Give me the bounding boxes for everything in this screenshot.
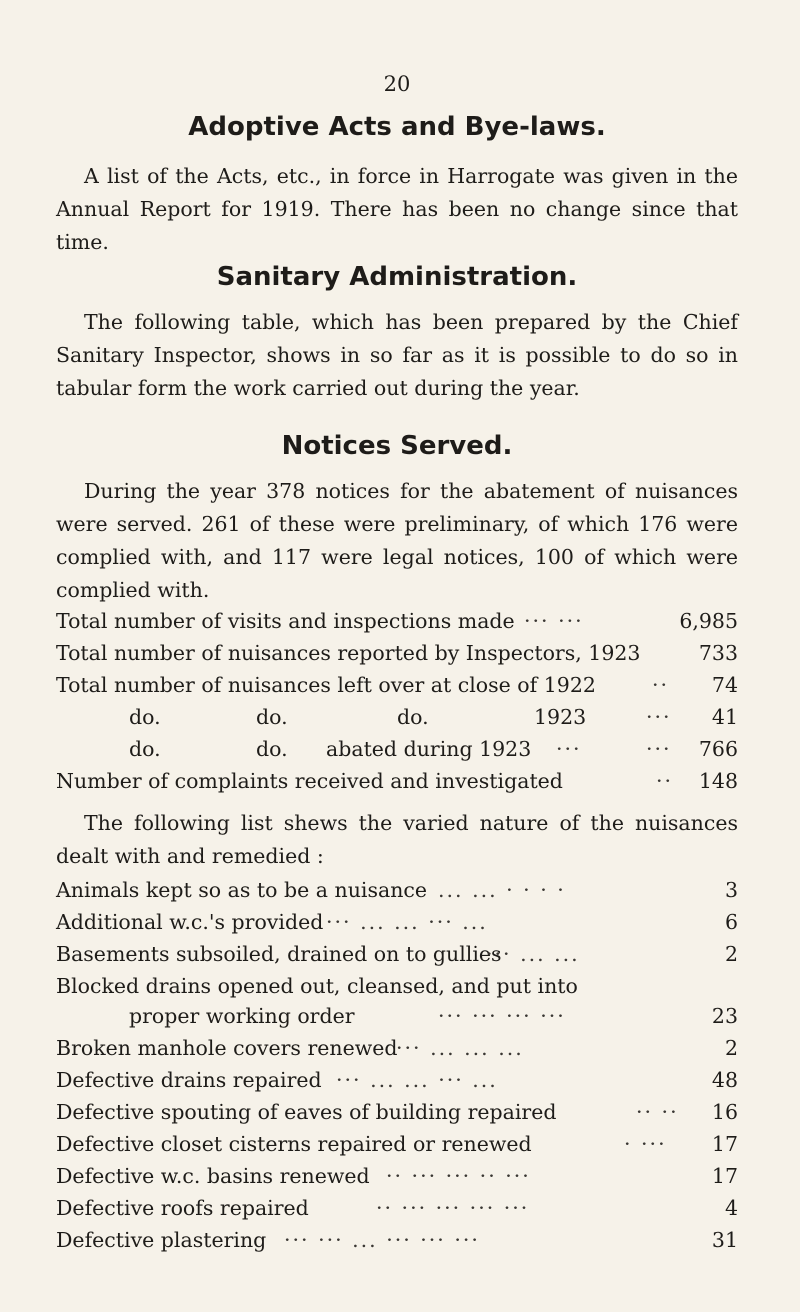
nuisance-value: 17	[711, 1164, 738, 1188]
summary-label: Total number of nuisances left over at close of 1922	[56, 673, 596, 697]
summary-value: 41	[711, 705, 738, 729]
nuisance-row-manhole: Broken manhole covers renewed ··· ... ... ... 2	[56, 1032, 738, 1064]
summary-value: 148	[698, 769, 738, 793]
nuisance-label: Broken manhole covers renewed	[56, 1036, 398, 1060]
nuisance-row-roofs: Defective roofs repaired ·· ··· ··· ··· ··· 4	[56, 1192, 738, 1224]
nuisance-value: 3	[724, 878, 738, 902]
ditto-2: do.	[256, 705, 288, 729]
nuisance-row-cisterns: Defective closet cisterns repaired or renewed · ··· 17	[56, 1128, 738, 1160]
page-number: 20	[383, 72, 411, 96]
nuisance-row-blocked-cont: proper working order ··· ··· ··· ··· 23	[56, 1000, 738, 1032]
nuisance-value: 16	[711, 1100, 738, 1124]
summary-value: 766	[698, 737, 738, 761]
ditto-1: do.	[129, 705, 161, 729]
summary-row-abated: do. do. abated during 1923 ··· ··· 766	[56, 733, 738, 765]
nuisance-value: 23	[711, 1004, 738, 1028]
nuisance-row-spouting: Defective spouting of eaves of building repaired ·· ·· 16	[56, 1096, 738, 1128]
nuisance-label: Animals kept so as to be a nuisance	[56, 878, 428, 902]
nuisance-value: 4	[724, 1196, 738, 1220]
nuisance-row-basins: Defective w.c. basins renewed ·· ··· ··· ·· ··· 17	[56, 1160, 738, 1192]
summary-value: 6,985	[679, 609, 738, 633]
paragraph-list-intro: The following list shews the varied nature of the nuisances dealt with and remedied :	[56, 811, 738, 868]
summary-row-complaints: Number of complaints received and investigated ·· 148	[56, 765, 738, 797]
nuisance-value: 2	[724, 1036, 738, 1060]
nuisance-label: Blocked drains opened out, cleansed, and put into	[56, 974, 578, 998]
nuisance-row-drains: Defective drains repaired ··· ... ... ··· ... 48	[56, 1064, 738, 1096]
paragraph-notices-served: During the year 378 notices for the abatement of nuisances were served. 261 of these were preliminary, of which 176 were complied with, and 117 were legal notices, 100 of which were complied with.	[56, 479, 738, 602]
paragraph-adoptive-acts: A list of the Acts, etc., in force in Harrogate was given in the Annual Report for 1919. There has been no change since that time.	[56, 164, 738, 254]
nuisance-value: 48	[711, 1068, 738, 1092]
summary-label: Number of complaints received and investigated	[56, 769, 563, 793]
nuisance-value: 17	[711, 1132, 738, 1156]
nuisance-label-continued: proper working order	[129, 1004, 355, 1028]
summary-label: Total number of visits and inspections made	[56, 609, 515, 633]
nuisance-label: Additional w.c.'s provided	[56, 910, 324, 934]
nuisance-row-basements: Basements subsoiled, drained on to gullies ··· ... ... 2	[56, 938, 738, 970]
heading-notices-served: Notices Served.	[281, 431, 513, 461]
heading-adoptive-acts: Adoptive Acts and Bye-laws.	[188, 112, 606, 142]
nuisance-row-blocked	[56, 970, 738, 1002]
year-label: 1923	[534, 705, 587, 729]
summary-value: 733	[698, 641, 738, 665]
heading-sanitary-administration: Sanitary Administration.	[216, 262, 578, 292]
nuisance-value: 6	[724, 910, 738, 934]
ditto-1: do.	[129, 737, 161, 761]
summary-row-visits: Total number of visits and inspections made ··· ··· 6,985	[56, 605, 738, 637]
nuisance-label: Defective plastering	[56, 1228, 267, 1252]
summary-value: 74	[711, 673, 738, 697]
ditto-3: do.	[397, 705, 429, 729]
nuisance-row-plastering: Defective plastering ··· ··· ... ··· ··· ··· 31	[56, 1224, 738, 1256]
nuisance-row-animals: Animals kept so as to be a nuisance ... ... · · · · 3	[56, 874, 738, 906]
nuisance-label: Defective drains repaired	[56, 1068, 322, 1092]
abated-label: abated during 1923	[326, 737, 532, 761]
summary-row-reported	[56, 637, 738, 669]
paragraph-sanitary-administration: The following table, which has been prepared by the Chief Sanitary Inspector, shows in so far as it is possible to do so in tabular form the work carried out during the year.	[56, 310, 738, 400]
nuisance-label: Defective w.c. basins renewed	[56, 1164, 370, 1188]
nuisance-value: 31	[711, 1228, 738, 1252]
summary-label: Total number of nuisances reported by Inspectors, 1923	[56, 641, 641, 665]
nuisance-label: Defective closet cisterns repaired or renewed	[56, 1132, 532, 1156]
nuisance-label: Defective spouting of eaves of building repaired	[56, 1100, 557, 1124]
ditto-2: do.	[256, 737, 288, 761]
nuisance-label: Defective roofs repaired	[56, 1196, 309, 1220]
summary-row-left-1922: Total number of nuisances left over at close of 1922 ·· 74	[56, 669, 738, 701]
nuisance-row-wc: Additional w.c.'s provided ··· ... ... ··· ... 6	[56, 906, 738, 938]
summary-row-left-1923: do. do. do. 1923 ··· 41	[56, 701, 738, 733]
nuisance-value: 2	[724, 942, 738, 966]
nuisance-label: Basements subsoiled, drained on to gullies	[56, 942, 502, 966]
